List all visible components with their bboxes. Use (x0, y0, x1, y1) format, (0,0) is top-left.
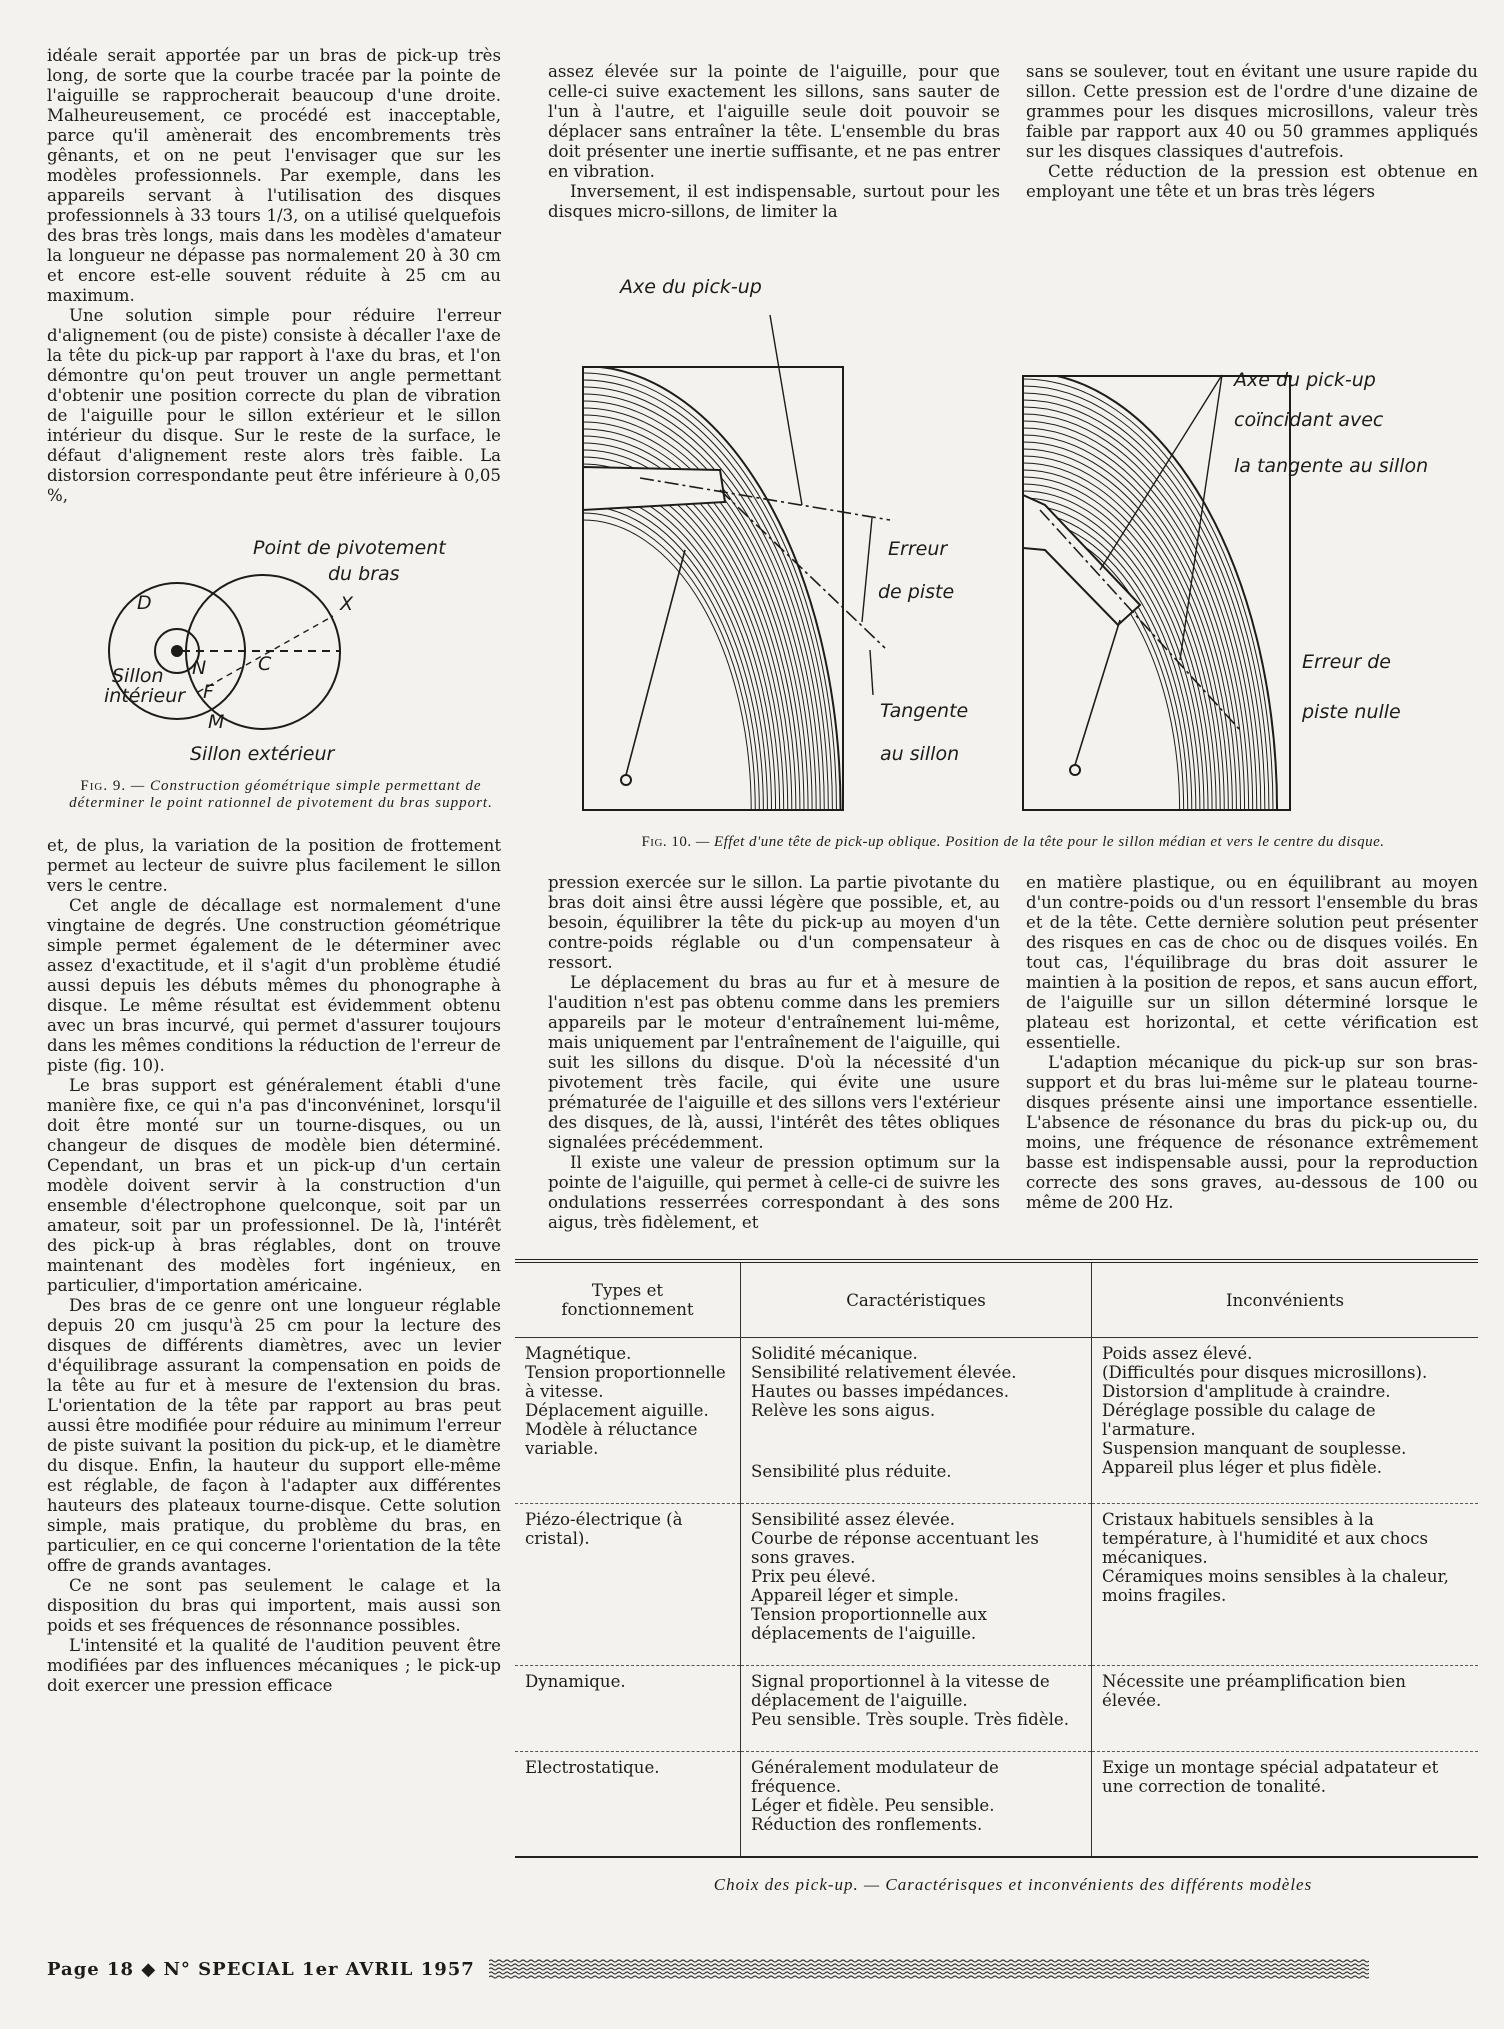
paragraph: en matière plastique, ou en équilibrant au moyen d'un contre-poids ou d'un ressort l'ensemble du bras et de la tête. Cette dernière solution peut présenter des risques en cas de choc ou de disques voilés. En tout cas, l'équilibrage du bras doit assurer le maintien à la position de repos, et sans aucun effort, de l'aiguille sur un sillon déterminé lorsque le plateau est horizontal, et cette vérification est essentielle. (1026, 873, 1478, 1052)
header-types: Types et fonctionnement (515, 1261, 741, 1338)
wave-line (489, 1976, 1369, 1978)
cell-incon (1092, 1504, 1479, 1666)
cell-line: Déplacement aiguille. (525, 1401, 709, 1420)
pickup-comparison-table (515, 1259, 1478, 1858)
cell-carac (741, 1752, 1092, 1858)
label-tangent: Tangente (880, 700, 969, 722)
label-tangent-2: au sillon (880, 743, 960, 765)
label-f: F (203, 681, 214, 703)
cell-line: Dynamique. (525, 1672, 626, 1691)
label-axis-right-3: la tangente au sillon (1234, 455, 1429, 477)
cell-carac (741, 1666, 1092, 1752)
columns-top (548, 62, 1478, 222)
figure-10-diagram (540, 230, 1500, 830)
error-arrow (862, 518, 872, 622)
cell-types (515, 1752, 741, 1858)
paragraph: L'intensité et la qualité de l'audition peuvent être modifiées par des influences mécaniques ; le pick-up doit exercer une pression efficace (47, 1636, 501, 1695)
cell-line: Céramiques moins sensibles à la chaleur, moins fragiles. (1102, 1567, 1449, 1605)
caption-text: — Construction géométrique simple permettant de déterminer le point rationnel de pivotement du bras support. (69, 778, 493, 811)
paragraph: Inversement, il est indispensable, surtout pour les disques micro-sillons, de limiter la (548, 182, 1000, 221)
paragraph: L'adaption mécanique du pick-up sur son bras-support et du bras lui-même sur le plateau tourne-disques présente ainsi une importance essentielle. L'absence de résonance du bras du pick-up ou, du moins, une fréquence de résonance extrêmement basse est indispensable aussi, pour la reproduction correcte des sons graves, au-dessous de 100 ou même de 200 Hz. (1026, 1053, 1478, 1212)
paragraph: Ce ne sont pas seulement le calage et la disposition du bras qui importent, mais aussi son poids et ses fréquences de résonnance possibles. (47, 1576, 501, 1635)
cell-line: Magnétique. (525, 1344, 632, 1363)
left-column (47, 46, 501, 1696)
cell-line: Prix peu élevé. (751, 1567, 876, 1586)
pivot-circle (186, 575, 340, 729)
cell-line: Tension proportionnelle aux déplacements de l'aiguille. (751, 1605, 987, 1643)
cell-line: Hautes ou basses impédances. (751, 1382, 1010, 1401)
cell-line: Suspension manquant de souplesse. (1102, 1439, 1407, 1458)
label-pivot: Point de pivotement (253, 537, 446, 559)
tangent-line (720, 490, 885, 648)
spindle-dot (172, 646, 182, 656)
paragraph: Cette réduction de la pression est obtenue en employant une tête et un bras très légers (1026, 162, 1478, 201)
cell-line: Appareil plus léger et plus fidèle. (1102, 1458, 1383, 1477)
cell-line: Nécessite une préamplification bien élevée. (1102, 1672, 1406, 1710)
column-2-top (548, 62, 1000, 222)
cell-line: Poids assez élevé. (1102, 1344, 1253, 1363)
pickup-head-left (583, 467, 725, 510)
pivot-point-left (621, 775, 631, 785)
pivot-point-right (1070, 765, 1080, 775)
page-footer: Page 18 ◆ N° SPECIAL 1er AVRIL 1957 (47, 1958, 475, 1980)
cell-carac (741, 1338, 1092, 1504)
label-pivot-2: du bras (328, 563, 400, 585)
cell-incon (1092, 1338, 1479, 1504)
wave-line (489, 1964, 1369, 1966)
label-error-2: de piste (878, 581, 955, 603)
cell-line: Modèle à réluctance variable. (525, 1420, 698, 1458)
cell-types (515, 1338, 741, 1504)
leader-tangent (870, 650, 873, 695)
columns-bottom (548, 873, 1478, 1233)
leader-axis (770, 315, 802, 505)
paragraph: et, de plus, la variation de la position de frottement permet au lecteur de suivre plus facilement le sillon vers le centre. (47, 836, 501, 895)
cell-types (515, 1504, 741, 1666)
arm-line-left (626, 550, 685, 775)
table-caption: Choix des pick-up. — Caractérisques et inconvénients des différents modèles (713, 1875, 1313, 1894)
cell-line: Déréglage possible du calage de l'armature. (1102, 1401, 1376, 1439)
label-axis-right: Axe du pick-up (1234, 369, 1376, 391)
cell-types (515, 1666, 741, 1752)
decorative-wave-rule (489, 1957, 1369, 1981)
paragraph: pression exercée sur le sillon. La partie pivotante du bras doit ainsi être aussi légère que possible, et, au besoin, équilibrer la tête du pick-up au moyen d'un contre-poids réglable ou d'un compensateur à ressort. (548, 873, 1000, 972)
cell-line: Solidité mécanique. (751, 1344, 918, 1363)
wave-line (489, 1968, 1369, 1970)
wave-line (489, 1960, 1369, 1962)
label-null-error-2: piste nulle (1302, 701, 1401, 723)
label-inner-groove-2: intérieur (104, 685, 186, 707)
cell-line: Exige un montage spécial adpatateur et une correction de tonalité. (1102, 1758, 1439, 1796)
label-c: C (258, 653, 272, 675)
caption-label: Fig. 10. (641, 834, 692, 850)
caption-text: — Effet d'une tête de pick-up oblique. Position de la tête pour le sillon médian et vers le centre du disque. (695, 834, 1385, 850)
column-1-top (47, 46, 501, 506)
table-row (515, 1752, 1478, 1858)
cell-line: Léger et fidèle. Peu sensible. Réduction des ronflements. (751, 1796, 995, 1834)
label-outer-groove: Sillon extérieur (190, 743, 335, 765)
header-drawbacks: Inconvénients (1092, 1261, 1479, 1338)
paragraph: assez élevée sur la pointe de l'aiguille, pour que celle-ci suive exactement les sillons, sans sauter de l'un à l'autre, et l'aiguille seule doit pouvoir se déplacer sans entraîner la tête. L'ensemble du bras doit présenter une inertie suffisante, et ne pas entrer en vibration. (548, 62, 1000, 181)
page-grid (47, 46, 1478, 1941)
paragraph: Il existe une valeur de pression optimum sur la pointe de l'aiguille, qui permet à celle-ci de suivre les ondulations resserrées correspondant à des sons aigus, très fidèlement, et (548, 1153, 1000, 1232)
cell-line: Electrostatique. (525, 1758, 660, 1777)
label-d: D (137, 592, 152, 614)
column-1-bottom (47, 836, 501, 1696)
cell-line: Sensibilité assez élevée. (751, 1510, 956, 1529)
cell-incon (1092, 1666, 1479, 1752)
cell-line: (Difficultés pour disques microsillons). (1102, 1363, 1428, 1382)
label-m: M (208, 711, 225, 733)
paragraph: Le déplacement du bras au fur et à mesure de l'audition n'est pas obtenu comme dans les premiers appareils par le moteur d'entraînement lui-même, mais uniquement par l'entraînement de l'aiguille, qui suit les sillons du disque. D'où la nécessité d'un pivotement très facile, qui évite une usure prématurée de l'aiguille et des sillons vers l'extérieur des disques, de là, aussi, l'intérêt des têtes obliques signalées précédemment. (548, 973, 1000, 1152)
leader-right-2 (1180, 375, 1222, 660)
cell-line: Appareil léger et simple. (751, 1586, 959, 1605)
cell-line: Piézo-électrique (à cristal). (525, 1510, 683, 1548)
header-characteristics: Caractéristiques (741, 1261, 1092, 1338)
label-pickup-axis: Axe du pick-up (620, 276, 762, 298)
paragraph: idéale serait apportée par un bras de pick-up très long, de sorte que la courbe tracée par la pointe de l'aiguille se rapprocherait beaucoup d'une droite. Malheureusement, ce procédé est inacceptable, parce qu'il amènerait des encombrements très gênants, et on ne peut l'envisager que sur les modèles professionnels. Par exemple, dans les appareils servant à l'utilisation des disques professionnels à 33 tours 1/3, on a utilisé quelquefois des bras très longs, mais dans les modèles d'amateur la longueur ne dépasse pas normalement 20 à 30 cm et encore est-elle souvent réduite à 25 cm au maximum. (47, 46, 501, 305)
footer-row (47, 1957, 1478, 1981)
table-row (515, 1666, 1478, 1752)
cell-incon (1092, 1752, 1479, 1858)
label-inner-groove: Sillon (112, 665, 164, 687)
label-null-error: Erreur de (1302, 651, 1391, 673)
panel-left-frame (583, 367, 843, 810)
cell-line: Cristaux habituels sensibles à la température, à l'humidité et aux chocs mécaniques. (1102, 1510, 1429, 1567)
label-x: X (340, 593, 354, 615)
paragraph: Le bras support est généralement établi d'une manière fixe, ce qui n'a pas d'inconvéninet, lorsqu'il doit être monté sur un tourne-disques, ou un changeur de disques de modèle bien déterminé. Cependant, un bras et un pick-up d'un certain modèle doivent servir à la construction d'un ensemble d'électrophone quelconque, soit par un amateur, soit par un professionnel. De là, l'intérêt des pick-up à bras réglables, dont on trouve maintenant des modèles fort ingénieux, en particulier, d'importation américaine. (47, 1076, 501, 1295)
paragraph: sans se soulever, tout en évitant une usure rapide du sillon. Cette pression est de l'ordre d'une dizaine de grammes pour les disques microsillons, valeur très faible par rapport aux 40 ou 50 grammes appliqués sur les disques classiques d'autrefois. (1026, 62, 1478, 161)
arm-line-right (1075, 620, 1120, 765)
cell-line: Généralement modulateur de fréquence. (751, 1758, 999, 1796)
label-axis-right-2: coïncidant avec (1234, 409, 1384, 431)
table-row (515, 1338, 1478, 1504)
cell-carac (741, 1504, 1092, 1666)
column-3-bottom (1026, 873, 1478, 1233)
table-row (515, 1504, 1478, 1666)
label-error: Erreur (888, 538, 948, 560)
caption-label: Fig. 9. (80, 778, 127, 794)
paragraph: Une solution simple pour réduire l'erreur d'alignement (ou de piste) consiste à décaller l'axe de la tête du pick-up par rapport à l'axe du bras, et l'on démontre qu'on peut trouver un angle permettant d'obtenir une position correcte du plan de vibration de l'aiguille pour le sillon extérieur et le sillon intérieur du disque. Sur le reste de la surface, le défaut d'alignement reste alors très faible. La distorsion correspondante peut être inférieure à 0,05 %, (47, 306, 501, 505)
label-n: N (192, 657, 207, 679)
column-3-top (1026, 62, 1478, 222)
cell-line: Tension proportionnelle à vitesse. (525, 1363, 726, 1401)
figure-10-caption (548, 834, 1478, 851)
paragraph: Cet angle de décallage est normalement d'une vingtaine de degrés. Une construction géométrique simple permet également de le déterminer avec assez d'exactitude, et il s'agit d'un problème étudié aussi depuis les débuts mêmes du phonographe à disque. Le même résultat est évidemment obtenu avec un bras incurvé, qui permet d'assurer toujours dans les mêmes conditions la réduction de l'erreur de piste (fig. 10). (47, 896, 501, 1075)
paragraph: Des bras de ce genre ont une longueur réglable depuis 20 cm jusqu'à 25 cm pour la lecture des disques de différents diamètres, avec un levier d'équilibrage assurant la compensation en poids de la tête au fur et à mesure de l'extension du bras. L'orientation de la tête par rapport au bras peut aussi être modifiée pour réduire au minimum l'erreur de piste suivant la position du pick-up, et le diamètre du disque. Enfin, la hauteur du support elle-même est réglable, de façon à l'adapter aux différentes hauteurs des plateaux tourne-disque. Cette solution simple, mais pratique, du problème du bras, en particulier, en ce qui concerne l'orientation de la tête offre de grands avantages. (47, 1296, 501, 1575)
cell-line: Sensibilité plus réduite. (751, 1462, 952, 1481)
cell-line: Sensibilité relativement élevée. (751, 1363, 1017, 1382)
right-area (525, 46, 1478, 1894)
figure-9-caption (61, 778, 501, 812)
cell-line: Signal proportionnel à la vitesse de déplacement de l'aiguille. (751, 1672, 1050, 1710)
cell-line: Courbe de réponse accentuant les sons graves. (751, 1529, 1039, 1567)
figure-9-diagram (0, 524, 540, 774)
wave-line (489, 1972, 1369, 1974)
cell-line: Distorsion d'amplitude à craindre. (1102, 1382, 1391, 1401)
cell-line: Peu sensible. Très souple. Très fidèle. (751, 1710, 1069, 1729)
column-2-bottom (548, 873, 1000, 1233)
cell-line: Relève les sons aigus. (751, 1401, 936, 1420)
